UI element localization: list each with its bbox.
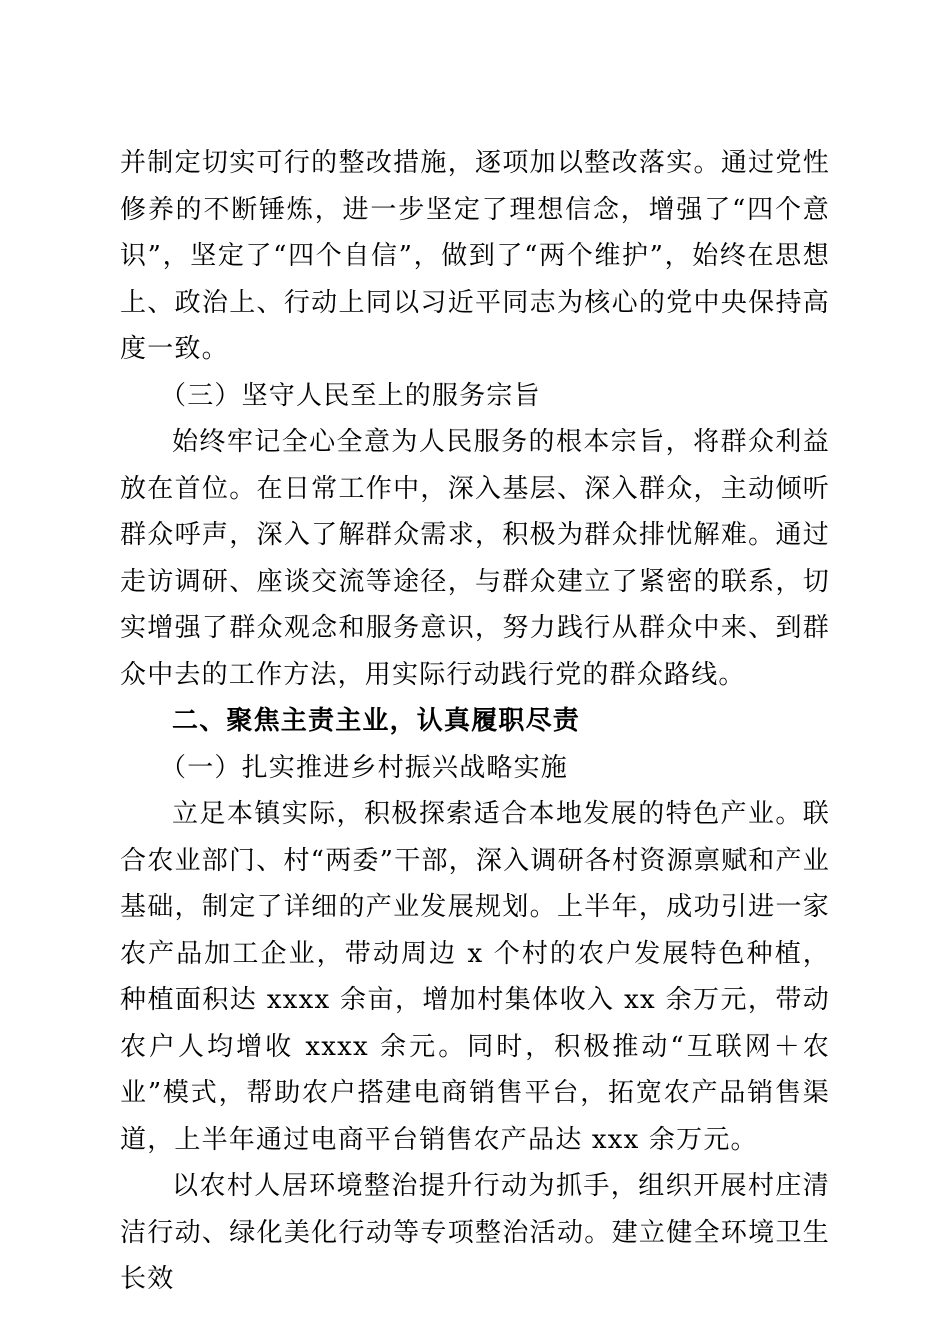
paragraph-party-spirit-continuation: 并制定切实可行的整改措施，逐项加以整改落实。通过党性修养的不断锤炼，进一步坚定了理想信念，增强了“四个意识”，坚定了“四个自信”，做到了“两个维护”，始终在思想上、政治上、行动上同以习近平同志为核心的党中央保持高度一致。 xyxy=(120,148,830,364)
chapter-heading-main-duties: 二、聚焦主责主业，认真履职尽责 xyxy=(172,706,581,736)
section-heading-rural-revitalization: （一）扎实推进乡村振兴战略实施 xyxy=(160,752,569,783)
section-heading-people-first: （三）坚守人民至上的服务宗旨 xyxy=(160,380,541,411)
document-page xyxy=(120,140,830,1303)
paragraph-living-environment: 以农村人居环境整治提升行动为抓手，组织开展村庄清洁行动、绿化美化行动等专项整治活动。建立健全环境卫生长效 xyxy=(120,1171,830,1294)
paragraph-serve-the-people: 始终牢记全心全意为人民服务的根本宗旨，将群众利益放在首位。在日常工作中，深入基层、深入群众，主动倾听群众呼声，深入了解群众需求，积极为群众排忧解难。通过走访调研、座谈交流等途径，与群众建立了紧密的联系，切实增强了群众观念和服务意识，努力践行从群众中来、到群众中去的工作方法，用实际行动践行党的群众路线。 xyxy=(120,427,830,690)
paragraph-characteristic-industry: 立足本镇实际，积极探索适合本地发展的特色产业。联合农业部门、村“两委”干部，深入调研各村资源禀赋和产业基础，制定了详细的产业发展规划。上半年，成功引进一家农产品加工企业，带动周边 x 个村的农户发展特色种植，种植面积达 xxxx 余亩，增加村集体收入 xx 余万元，带动农户人均增收 xxxx 余元。同时，积极推动“互联网＋农业”模式，帮助农户搭建电商销售平台，拓宽农产品销售渠道，上半年通过电商平台销售农产品达 xxx 余万元。 xyxy=(120,799,830,1155)
